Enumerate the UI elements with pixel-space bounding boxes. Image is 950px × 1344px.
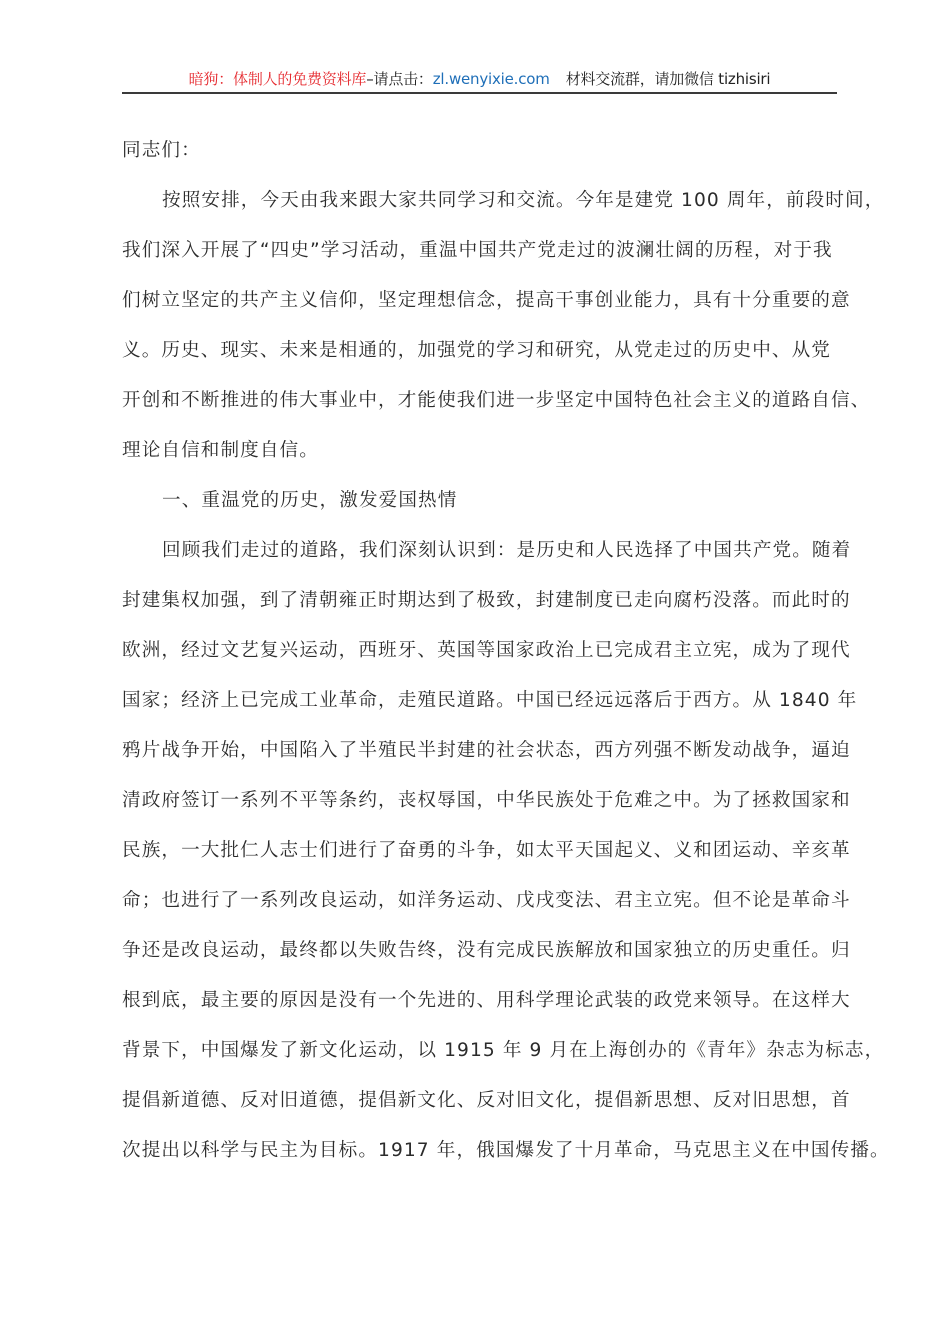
- paragraph-line: 按照安排，今天由我来跟大家共同学习和交流。今年是建党 100 周年，前段时间，: [162, 190, 885, 211]
- paragraph-line: 义。历史、现实、未来是相通的，加强党的学习和研究，从党走过的历史中、从党: [122, 340, 831, 361]
- paragraph-intro: [122, 176, 885, 476]
- salutation-text: 同志们：: [122, 140, 201, 161]
- paragraph-line: 命；也进行了一系列改良运动，如洋务运动、戊戌变法、君主立宪。但不论是革命斗: [122, 890, 851, 911]
- paragraph-line: 根到底，最主要的原因是没有一个先进的、用科学理论武装的政党来领导。在这样大: [122, 990, 851, 1011]
- paragraph-line: 回顾我们走过的道路，我们深刻认识到：是历史和人民选择了中国共产党。随着: [162, 540, 852, 561]
- paragraph-line: 提倡新道德、反对旧道德，提倡新文化、反对旧文化，提倡新思想、反对旧思想，首: [122, 1090, 851, 1111]
- page-header: [122, 66, 837, 94]
- paragraph-line: 次提出以科学与民主为目标。1917 年，俄国爆发了十月革命，马克思主义在中国传播。: [122, 1140, 890, 1161]
- salutation: [122, 126, 834, 176]
- document-body: [122, 126, 890, 1176]
- paragraph-line: 们树立坚定的共产主义信仰，坚定理想信念，提高干事创业能力，具有十分重要的意: [122, 290, 851, 311]
- section-heading: [122, 476, 834, 526]
- paragraph-line: 欧洲，经过文艺复兴运动，西班牙、英国等国家政治上已完成君主立宪，成为了现代: [122, 640, 851, 661]
- section-heading-text: 一、重温党的历史，激发爱国热情: [162, 490, 458, 511]
- header-site-link[interactable]: zl.wenyixie.com: [432, 70, 550, 88]
- paragraph-line: 鸦片战争开始，中国陷入了半殖民半封建的社会状态，西方列强不断发动战争，逼迫: [122, 740, 851, 761]
- paragraph-line: 理论自信和制度自信。: [122, 440, 319, 461]
- paragraph-line: 我们深入开展了“四史”学习活动，重温中国共产党走过的波澜壮阔的历程，对于我: [122, 240, 833, 261]
- paragraph-line: 争还是改良运动，最终都以失败告终，没有完成民族解放和国家独立的历史重任。归: [122, 940, 851, 961]
- paragraph-line: 封建集权加强，到了清朝雍正时期达到了极致，封建制度已走向腐朽没落。而此时的: [122, 590, 851, 611]
- header-brand-text: 暗狗：体制人的免费资料库: [188, 70, 367, 88]
- paragraph-history: [122, 526, 890, 1176]
- header-prompt-text: –请点击：: [366, 70, 433, 88]
- paragraph-line: 民族，一大批仁人志士们进行了奋勇的斗争，如太平天国起义、义和团运动、辛亥革: [122, 840, 851, 861]
- paragraph-line: 国家；经济上已完成工业革命，走殖民道路。中国已经远远落后于西方。从 1840 年: [122, 690, 858, 711]
- header-contact-text: 材料交流群，请加微信 tizhisiri: [565, 70, 771, 88]
- paragraph-line: 背景下，中国爆发了新文化运动，以 1915 年 9 月在上海创办的《青年》杂志为标志，: [122, 1040, 885, 1061]
- paragraph-line: 清政府签订一系列不平等条约，丧权辱国，中华民族处于危难之中。为了拯救国家和: [122, 790, 851, 811]
- paragraph-line: 开创和不断推进的伟大事业中，才能使我们进一步坚定中国特色社会主义的道路自信、: [122, 390, 871, 411]
